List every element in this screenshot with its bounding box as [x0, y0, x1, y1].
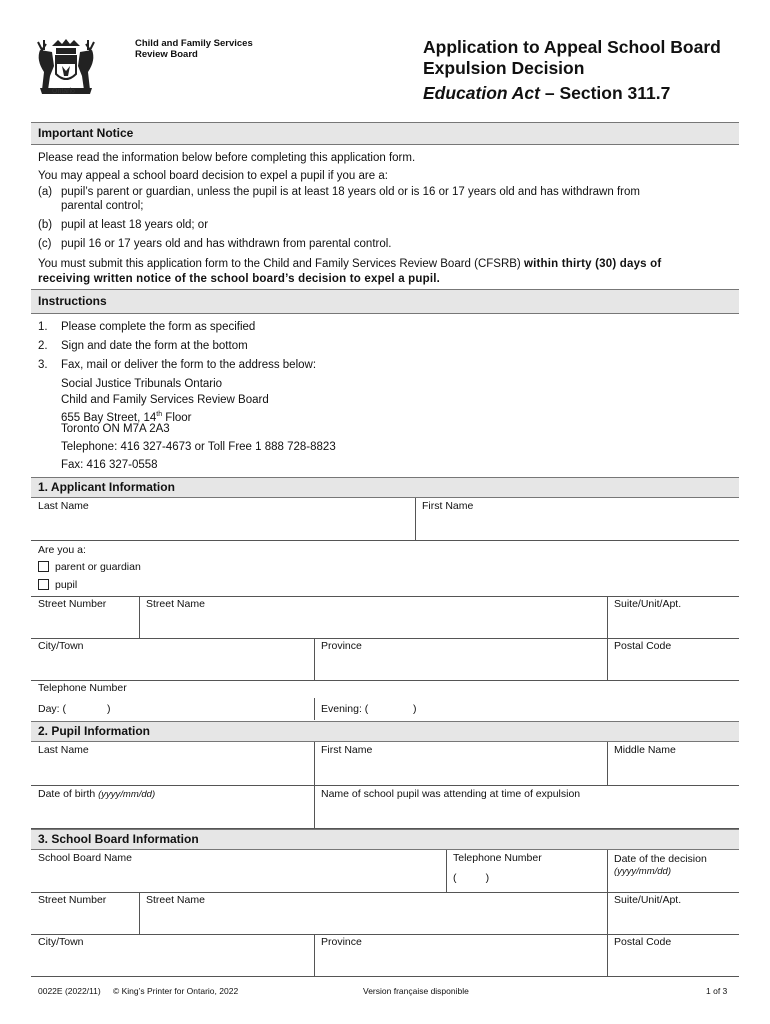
- divider: [415, 498, 416, 540]
- notice-item-b: pupil at least 18 years old; or: [61, 219, 209, 231]
- pupil-heading: 2. Pupil Information: [31, 721, 739, 742]
- address-line: Child and Family Services Review Board: [61, 394, 269, 406]
- divider: [139, 892, 140, 934]
- dob-label: Date of birth (yyyy/mm/dd): [38, 788, 156, 800]
- pupil-first-name-label: First Name: [321, 744, 373, 756]
- divider: [607, 850, 608, 892]
- organization-name: Child and Family Services Review Board: [135, 38, 253, 60]
- form-title: Application to Appeal School Board Expulsion Decision: [423, 37, 721, 78]
- divider: [31, 892, 739, 893]
- pupil-checkbox[interactable]: [38, 579, 49, 590]
- divider: [31, 934, 739, 935]
- board-telephone-paren: ( ): [453, 872, 490, 884]
- form-subtitle: Education Act – Section 311.7: [423, 83, 671, 103]
- divider: [314, 785, 315, 828]
- divider: [31, 638, 739, 639]
- notice-item-c: pupil 16 or 17 years old and has withdrawn from parental control.: [61, 238, 392, 250]
- instruction-item: Sign and date the form at the bottom: [61, 340, 248, 352]
- fax-line: Fax: 416 327-0558: [61, 459, 158, 471]
- telephone-label: Telephone Number: [38, 682, 127, 694]
- instruction-number: 1.: [38, 321, 48, 333]
- address-line: Social Justice Tribunals Ontario: [61, 378, 223, 390]
- submit-notice: You must submit this application form to the Child and Family Services Review Board (CFSRB) within thirty (30) days of: [38, 258, 662, 270]
- city-label: City/Town: [38, 640, 84, 652]
- page-number: 1 of 3: [706, 986, 728, 996]
- pupil-label: pupil: [55, 579, 78, 591]
- divider: [446, 850, 447, 892]
- instructions-heading: Instructions: [31, 289, 739, 314]
- divider: [31, 680, 739, 681]
- address-line: 655 Bay Street, 14th Floor: [61, 411, 192, 424]
- applicant-first-name-label: First Name: [422, 500, 474, 512]
- street-name-label: Street Name: [146, 598, 205, 610]
- divider: [314, 934, 315, 976]
- divider: [31, 785, 739, 786]
- decision-date-label: Date of the decision: [614, 853, 707, 865]
- board-postal-label: Postal Code: [614, 936, 672, 948]
- notice-marker-b: (b): [38, 219, 53, 231]
- day-phone-close: ): [107, 703, 111, 715]
- board-suite-label: Suite/Unit/Apt.: [614, 894, 682, 906]
- street-number-label: Street Number: [38, 598, 107, 610]
- divider: [607, 742, 608, 786]
- header: [0, 0, 770, 120]
- divider: [31, 540, 739, 541]
- evening-phone-label: Evening: (: [321, 703, 369, 715]
- province-label: Province: [321, 640, 362, 652]
- notice-marker-a: (a): [38, 186, 53, 198]
- crest-caption: Ontario: [52, 88, 75, 95]
- divider: [31, 596, 739, 597]
- divider: [607, 934, 608, 976]
- divider: [314, 698, 315, 720]
- divider: [607, 892, 608, 934]
- french-version-note: Version française disponible: [363, 986, 469, 996]
- divider: [31, 976, 739, 977]
- instruction-number: 3.: [38, 359, 48, 371]
- form-code: 0022E (2022/11): [38, 986, 101, 996]
- telephone-line: Telephone: 416 327-4673 or Toll Free 1 888 728-8823: [61, 441, 336, 453]
- day-phone-label: Day: (: [38, 703, 67, 715]
- notice-item-a: pupil’s parent or guardian, unless the pupil is at least 18 years old or is 16 or 17 years old and has withdrawn from: [61, 186, 640, 198]
- instruction-item: Please complete the form as specified: [61, 321, 256, 333]
- parent-guardian-label: parent or guardian: [55, 561, 141, 573]
- applicant-heading: 1. Applicant Information: [31, 477, 739, 498]
- are-you-label: Are you a:: [38, 544, 86, 556]
- instruction-number: 2.: [38, 340, 48, 352]
- postal-code-label: Postal Code: [614, 640, 672, 652]
- parent-guardian-checkbox[interactable]: [38, 561, 49, 572]
- notice-marker-c: (c): [38, 238, 52, 250]
- copyright: © King’s Printer for Ontario, 2022: [113, 986, 239, 996]
- notice-item-a-cont: parental control;: [61, 200, 144, 212]
- board-street-number-label: Street Number: [38, 894, 107, 906]
- submit-notice-cont: receiving written notice of the school board’s decision to expel a pupil.: [38, 273, 441, 285]
- board-province-label: Province: [321, 936, 362, 948]
- board-street-name-label: Street Name: [146, 894, 205, 906]
- divider: [607, 638, 608, 680]
- divider: [139, 596, 140, 638]
- instruction-item: Fax, mail or deliver the form to the address below:: [61, 359, 317, 371]
- board-heading: 3. School Board Information: [31, 829, 739, 850]
- divider: [314, 742, 315, 786]
- school-name-label: Name of school pupil was attending at time of expulsion: [321, 788, 581, 800]
- notice-line: You may appeal a school board decision to expel a pupil if you are a:: [38, 170, 388, 182]
- decision-date-format: (yyyy/mm/dd): [614, 866, 671, 877]
- divider: [314, 638, 315, 680]
- pupil-last-name-label: Last Name: [38, 744, 89, 756]
- board-name-label: School Board Name: [38, 852, 132, 864]
- board-telephone-label: Telephone Number: [453, 852, 542, 864]
- applicant-last-name-label: Last Name: [38, 500, 89, 512]
- notice-heading: Important Notice: [31, 122, 739, 145]
- address-line: Toronto ON M7A 2A3: [61, 423, 170, 435]
- suite-label: Suite/Unit/Apt.: [614, 598, 682, 610]
- evening-phone-close: ): [413, 703, 417, 715]
- notice-line: Please read the information below before completing this application form.: [38, 152, 416, 164]
- board-city-label: City/Town: [38, 936, 84, 948]
- pupil-middle-name-label: Middle Name: [614, 744, 676, 756]
- divider: [607, 596, 608, 638]
